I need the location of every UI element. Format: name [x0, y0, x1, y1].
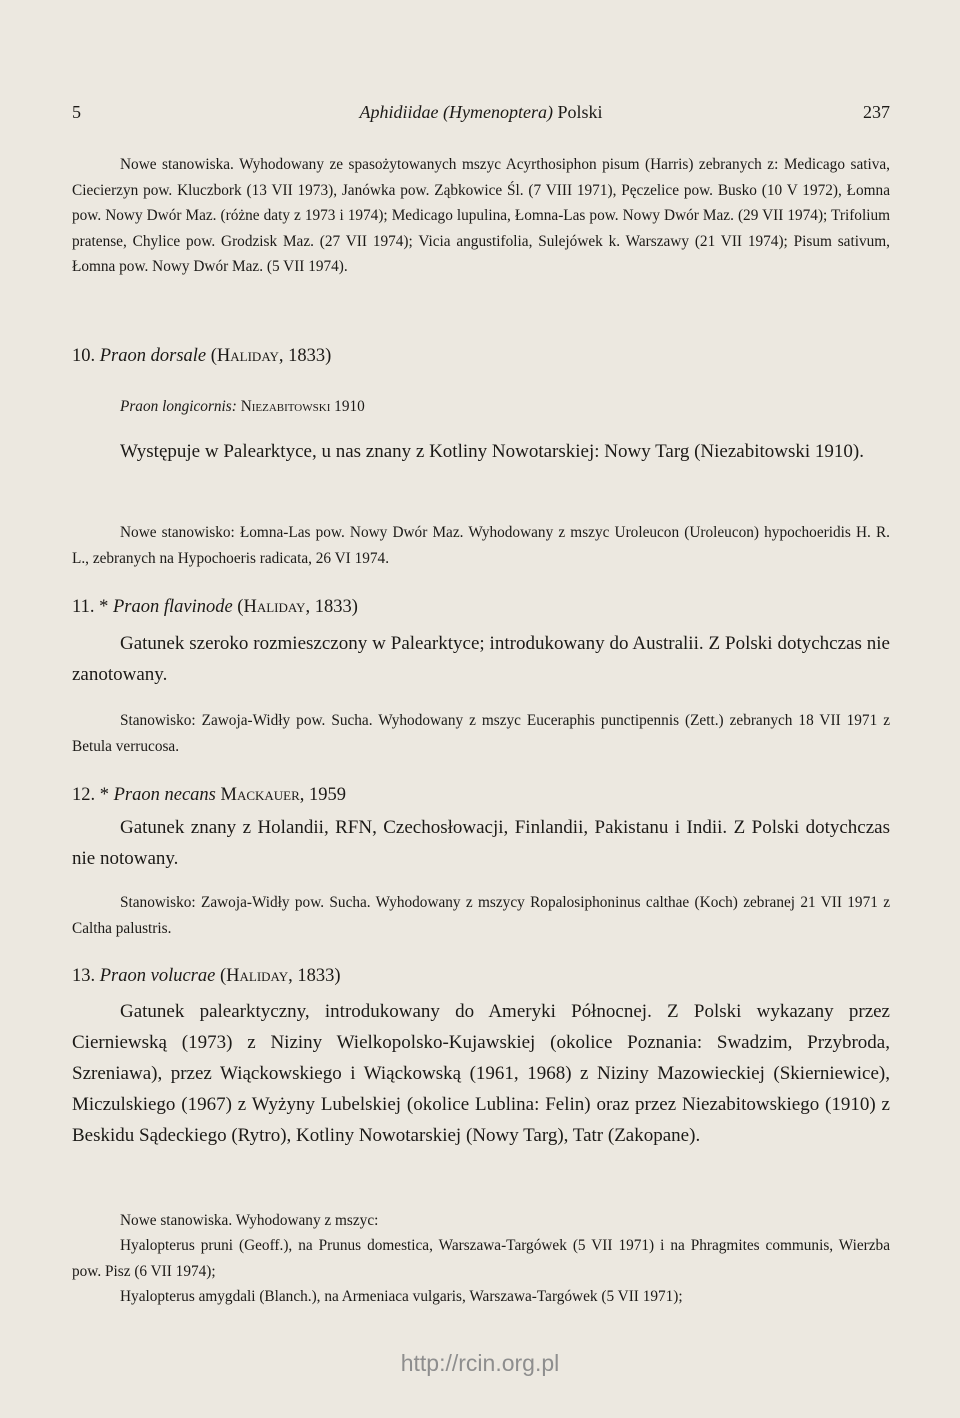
species-record [72, 520, 890, 571]
species-name: Praon necans [113, 785, 216, 805]
species-name: Praon dorsale [99, 346, 207, 366]
record-label: Stanowisko: [120, 712, 196, 729]
intro-paragraph [72, 152, 890, 280]
page-number: 237 [863, 102, 890, 122]
species-author: (Haliday, 1833) [210, 346, 332, 366]
running-title-country: Polski [557, 102, 603, 122]
synonym-name: Praon longicornis: [120, 398, 237, 415]
source-url: http://rcin.org.pl [400, 1350, 560, 1376]
species-record-item: Hyalopterus amygdali (Blanch.), na Armeniaca vulgaris, Warszawa-Targówek (5 VII 1971); [120, 1288, 683, 1305]
species-heading [72, 343, 890, 369]
record-label: Nowe stanowiska. Wyhodowany z mszyc: [120, 1212, 379, 1229]
species-heading [72, 594, 890, 620]
new-record-marker: * [99, 785, 109, 805]
species-name: Praon volucrae [99, 966, 216, 986]
species-number: 12. [72, 785, 96, 805]
new-record-marker: * [99, 597, 109, 617]
record-text: Łomna-Las pow. Nowy Dwór Maz. Wyhodowany z mszyc Uroleucon (Uroleucon) hypochoeridis H. R. L., zebranych na Hypochoeris radicata, 26 VI 1974. [72, 524, 891, 567]
intro-label: Nowe stanowiska. [120, 156, 234, 173]
species-heading [72, 782, 890, 808]
species-description: Występuje w Palearktyce, u nas znany z Kotliny Nowotarskiej: Nowy Targ (Niezabitowski 1910). [120, 441, 864, 462]
species-record [72, 890, 890, 941]
species-description: Gatunek znany z Holandii, RFN, Czechosłowacji, Finlandii, Pakistanu i Indii. Z Polski dotychczas nie notowany. [72, 817, 890, 869]
intro-text: Wyhodowany ze spasożytowanych mszyc Acyrthosiphon pisum (Harris) zebranych z: Medicago sativa, Ciecierzyn pow. Kluczbork (13 VII 1973), Janówka pow. Ząbkowice Śl. (7 VIII 1971), Pęczelice pow. Busko (10 V 1972), Łomna pow. Nowy Dwór Maz. (różne daty z 1973 i 1974); Medicago lupulina, Łomna-Las pow. Nowy Dwór Maz. (29 VII 1974); Trifolium pratense, Chylice pow. Grodzisk Maz. (27 VII 1974); Vicia angustifolia, Sulejówek k. Warszawy (21 VII 1974); Pisum sativum, Łomna pow. Nowy Dwór Maz. (5 VII 1974). [72, 156, 890, 276]
species-synonym [72, 395, 890, 419]
species-description: Gatunek szeroko rozmieszczony w Palearktyce; introdukowany do Australii. Z Polski dotychczas nie zanotowany. [72, 633, 890, 685]
species-number: 13. [72, 966, 96, 986]
species-author: Mackauer, 1959 [220, 785, 347, 805]
running-title [72, 102, 890, 123]
species-record [72, 1208, 890, 1234]
species-record [72, 708, 890, 759]
species-author: (Haliday, 1833) [219, 966, 341, 986]
record-label: Nowe stanowisko: [120, 524, 235, 541]
species-heading [72, 963, 890, 989]
record-label: Stanowisko: [120, 894, 196, 911]
species-number: 10. [72, 346, 96, 366]
header-left-number: 5 [72, 102, 81, 122]
species-description: Gatunek palearktyczny, introdukowany do Ameryki Północnej. Z Polski wykazany przez Cierniewską (1973) z Niziny Wielkopolsko-Kujawskiej (okolice Poznania: Swadzim, Przybroda, Szreniawa), przez Wiąckowskiego i Wiąckowską (1961, 1968) z Niziny Mazowieckiej (Skierniewice), Miczulskiego (1967) z Wyżyny Lubelskiej (okolice Lublina: Felin) oraz przez Niezabitowskiego (1910) z Beskidu Sądeckiego (Rytro), Kotliny Nowotarskiej (Nowy Targ), Tatr (Zakopane). [72, 1001, 890, 1146]
record-text: Zawoja-Widły pow. Sucha. Wyhodowany z mszycy Ropalosiphoninus calthae (Koch) zebranej 21 VII 1971 z Caltha palustris. [72, 894, 890, 937]
record-text: Zawoja-Widły pow. Sucha. Wyhodowany z mszyc Euceraphis punctipennis (Zett.) zebranych 18 VII 1971 z Betula verrucosa. [72, 712, 890, 755]
species-number: 11. [72, 597, 95, 617]
species-name: Praon flavinode [112, 597, 233, 617]
running-title-family: Aphidiidae (Hymenoptera) [359, 102, 553, 122]
species-author: (Haliday, 1833) [237, 597, 358, 617]
species-record-item: Hyalopterus pruni (Geoff.), na Prunus domestica, Warszawa-Targówek (5 VII 1971) i na Phragmites communis, Wierzba pow. Pisz (6 VII 1974); [72, 1237, 890, 1280]
synonym-author: Niezabitowski 1910 [240, 398, 365, 415]
